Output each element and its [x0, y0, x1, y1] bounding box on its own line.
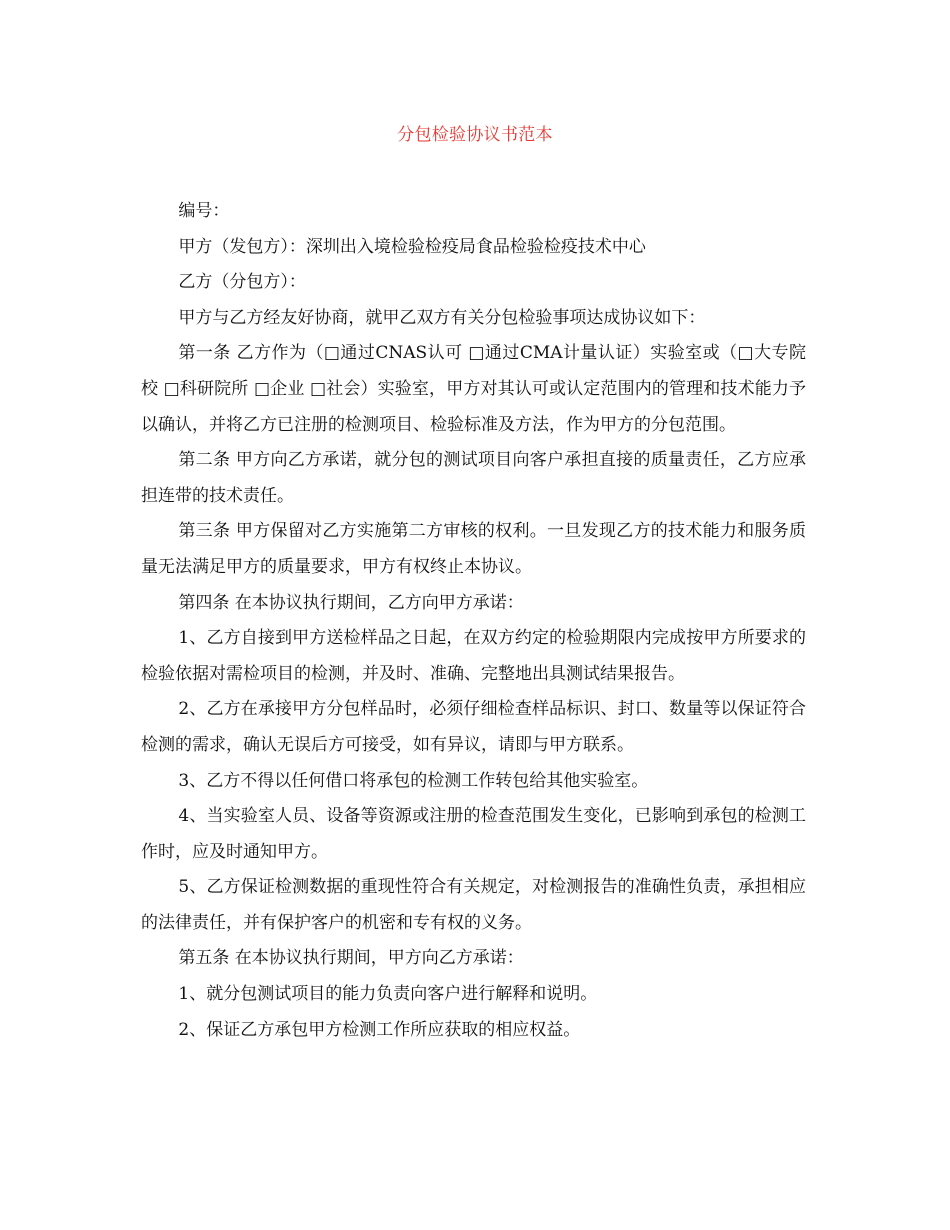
article-2: 第二条 甲方向乙方承诺，就分包的测试项目向客户承担直接的质量责任，乙方应承担连带的技术责任。	[141, 450, 806, 506]
article-4-item-2: 2、乙方在承接甲方分包样品时，必须仔细检查样品标识、封口、数量等以保证符合检测的需求，确认无误后方可接受，如有异议，请即与甲方联系。	[141, 699, 806, 755]
article-5-heading: 第五条 在本协议执行期间，甲方向乙方承诺：	[178, 948, 524, 969]
article-3: 第三条 甲方保留对乙方实施第二方审核的权利。一旦发现乙方的技术能力和服务质量无法满足甲方的质量要求，甲方有权终止本协议。	[141, 521, 806, 577]
party-a-line: 甲方（发包方）：深圳出入境检验检疫局食品检验检疫技术中心	[178, 236, 646, 257]
article-4-item-1: 1、乙方自接到甲方送检样品之日起，在双方约定的检验期限内完成按甲方所要求的检验依据对需检项目的检测，并及时、准确、完整地出具测试结果报告。	[141, 628, 806, 684]
article-5-item-2: 2、保证乙方承包甲方检测工作所应获取的相应权益。	[178, 1019, 581, 1040]
article-4-heading: 第四条 在本协议执行期间，乙方向甲方承诺：	[178, 592, 524, 613]
article-5-item-1: 1、就分包测试项目的能力负责向客户进行解释和说明。	[178, 984, 598, 1005]
agreement-intro: 甲方与乙方经友好协商，就甲乙双方有关分包检验事项达成协议如下：	[178, 307, 706, 328]
article-4-item-4: 4、当实验室人员、设备等资源或注册的检查范围发生变化，已影响到承包的检测工作时，应及时通知甲方。	[141, 806, 806, 862]
article-4-item-3: 3、乙方不得以任何借口将承包的检测工作转包给其他实验室。	[178, 770, 649, 791]
party-b-line: 乙方（分包方）：	[178, 272, 306, 293]
document-body	[141, 194, 806, 1048]
serial-number-line: 编号：	[178, 201, 230, 221]
article-4-item-5: 5、乙方保证检测数据的重现性符合有关规定，对检测报告的准确性负责，承担相应的法律责任，并有保护客户的机密和专有权的义务。	[141, 877, 806, 933]
document-title: 分包检验协议书范本	[397, 125, 553, 145]
article-1: 第一条 乙方作为（□通过CNAS认可 □通过CMA计量认证）实验室或（□大专院校 □科研院所 □企业 □社会）实验室，甲方对其认可或认定范围内的管理和技术能力予以确认，并将乙方已注册的检测项目、检验标准及方法，作为甲方的分包范围。	[141, 343, 806, 435]
